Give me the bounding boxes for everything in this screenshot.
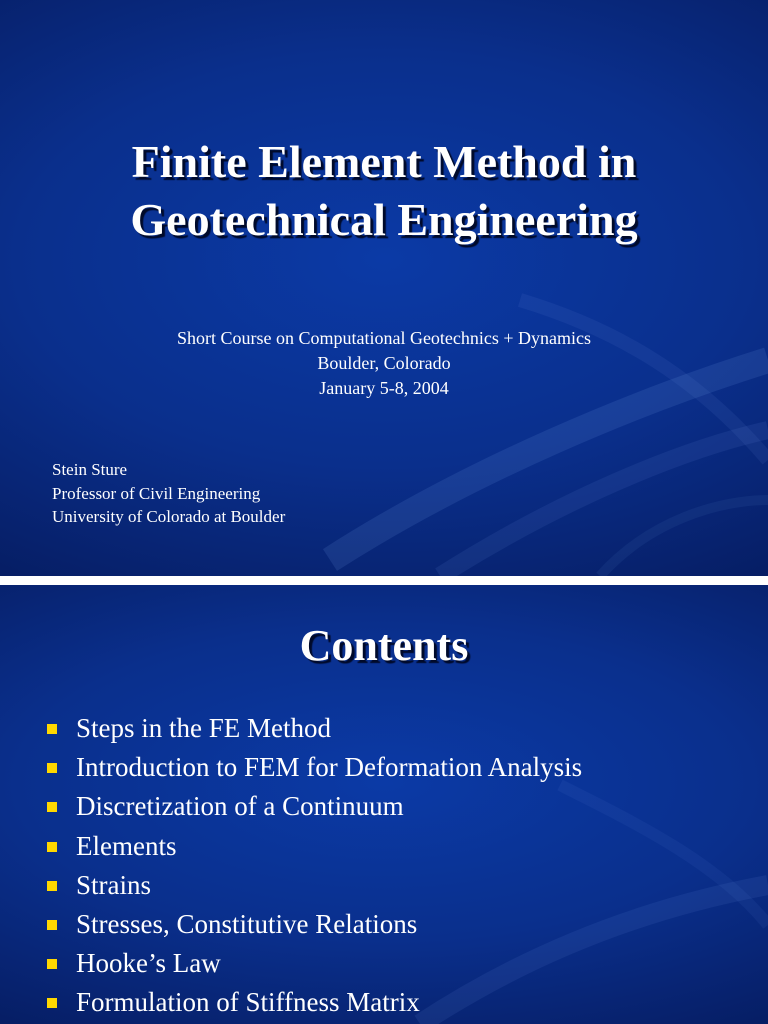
- list-item-label: Introduction to FEM for Deformation Analysis: [76, 752, 583, 783]
- list-item-label: Elements: [76, 830, 177, 861]
- list-item: [44, 866, 582, 905]
- contents-list: [44, 709, 582, 1023]
- slide-title: [0, 133, 768, 249]
- list-item: [44, 944, 582, 983]
- course-info: [0, 326, 768, 401]
- list-item: [44, 787, 582, 826]
- list-item-label: Steps in the FE Method: [76, 713, 331, 743]
- square-bullet-icon: [47, 802, 57, 812]
- list-item: [44, 827, 582, 866]
- square-bullet-icon: [47, 763, 57, 773]
- author-name: Stein Sture: [52, 460, 128, 479]
- square-bullet-icon: [47, 959, 57, 969]
- contents-slide: [0, 585, 768, 1024]
- list-item-label: Stresses, Constitutive Relations: [76, 908, 418, 939]
- author-title: Professor of Civil Engineering: [52, 483, 261, 503]
- list-item-label: Strains: [76, 869, 152, 900]
- square-bullet-icon: [47, 842, 57, 852]
- list-item: [44, 709, 582, 748]
- contents-title: Contents: [299, 621, 469, 670]
- course-name: Short Course on Computational Geotechnics + Dynamics: [176, 328, 592, 348]
- author-info: [52, 458, 285, 529]
- list-item: [44, 983, 582, 1022]
- slide-divider: [0, 576, 768, 585]
- list-item-label: Hooke’s Law: [76, 948, 221, 979]
- square-bullet-icon: [47, 920, 57, 930]
- list-item-label: Discretization of a Continuum: [76, 791, 404, 822]
- slide-title-line-2: Geotechnical Engineering: [130, 194, 638, 245]
- list-item-label: Formulation of Stiffness Matrix: [76, 987, 420, 1018]
- square-bullet-icon: [47, 724, 57, 734]
- course-location: Boulder, Colorado: [317, 353, 451, 373]
- square-bullet-icon: [47, 998, 57, 1008]
- author-affiliation: University of Colorado at Boulder: [52, 507, 286, 526]
- course-dates: January 5-8, 2004: [319, 378, 449, 398]
- square-bullet-icon: [47, 881, 57, 891]
- list-item: [44, 905, 582, 944]
- slide-title-line-1: Finite Element Method in: [131, 136, 637, 187]
- list-item: [44, 748, 582, 787]
